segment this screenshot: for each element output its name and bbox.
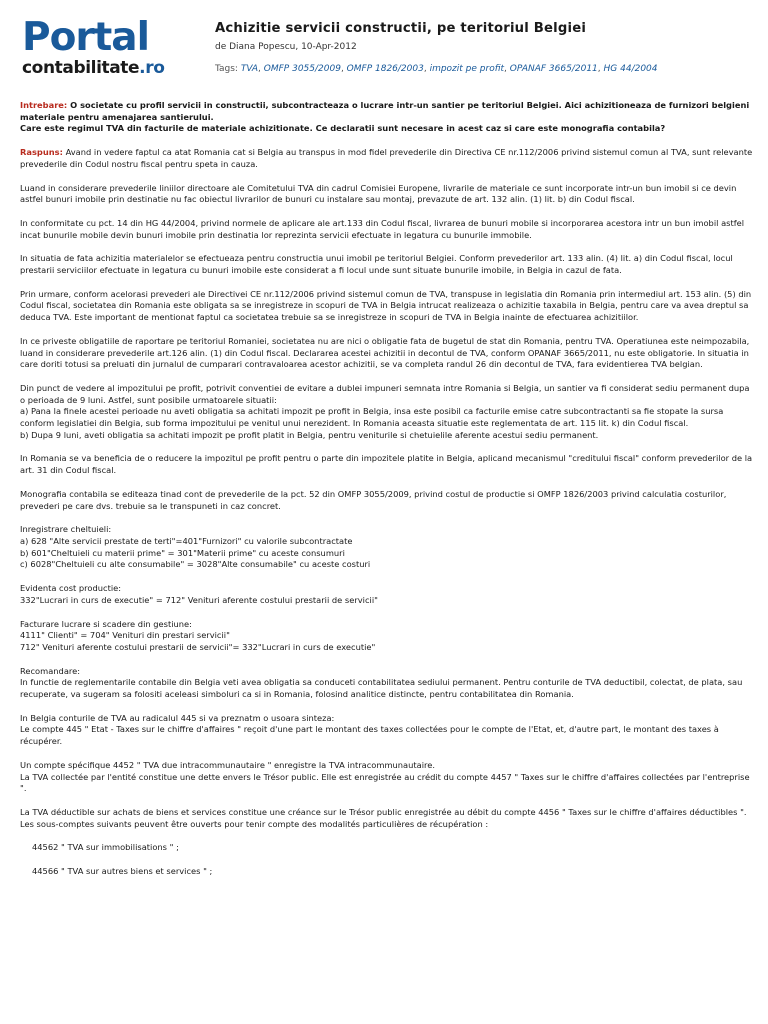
body-paragraph	[20, 760, 753, 795]
body-paragraph: In ce priveste obligatiile de raportare pe teritoriul Romaniei, societatea nu are nici o obligatie fata de bugetul de stat din Romania, pentru TVA. Operatiunea este neimpozabila, luand in considerare prevederile art.126 alin. (1) din Codul fiscal. Declararea acestei achizitii in decontul de TVA, conform OPANAF 3665/2011, nu este obligatorie. In situatia in care doriti totusi sa preluati din jurnalul de cumparari contravaloarea acestor achizitii, se va completa randul 26 din decontul de TVA, fara evidentierea TVA belgian.	[20, 335, 750, 370]
list-item: a) Pana la finele acestei perioade nu aveti obligatia sa achitati impozit pe profit in Belgia, insa este posibil ca facturile emise catre subcontractanti sa fie stopate la sursa conform legislatiei din Belgia, sub forma impozitului pe venitul unui nerezident. In Romania aceasta situatie este reglementata de art. 115 lit. k) din Codul fiscal.	[20, 406, 724, 429]
belgium-section	[20, 713, 753, 748]
answer-text: Avand in vedere faptul ca atat Romania cat si Belgia au transpus in mod fidel prevederile din Directiva CE nr.112/2006 privind sistemul comun al TVA, sunt relevante prevederile din Codul nostru fiscal pentru speta in cauza.	[20, 147, 753, 169]
body-text: Din punct de vedere al impozitului pe profit, potrivit conventiei de evitare a dublei impuneri semnata intre Romania si Belgia, un santier va fi considerat sediu permanent dupa o perioada de 9 luni. Astfel, sunt posibile urmatoarele situatii:	[20, 382, 750, 405]
question-text: O societate cu profil servicii in constructii, subcontracteaza o lucrare intr-un santier pe teritoriul Belgiei. Aici achizitioneaza de furnizori belgieni materiale pentru amenajarea santierului.	[20, 100, 750, 122]
body-text: Un compte spécifique 4452 " TVA due intracommunautaire " enregistre la TVA intracommunautaire.	[20, 759, 435, 770]
body-paragraph: Luand in considerare prevederile liniilor directoare ale Comitetului TVA din cadrul Comisiei Europene, livrarile de materiale ce sunt incorporate intr-un bun imobil si ce devin astfel bunuri imobile prin destinatie nu fac obiectul livrarilor de bunuri cu instalare sau montaj, prevazute de art. 132 alin. (1) lit. b) din Codul fiscal.	[20, 182, 737, 205]
recommendation-section	[20, 666, 753, 701]
list-item: a) 628 "Alte servicii prestate de terti"=401"Furnizori" cu valorile subcontractate	[20, 535, 353, 546]
tag-link[interactable]: TVA	[240, 64, 259, 74]
site-header	[0, 0, 768, 92]
tag-link[interactable]: impozit pe profit	[429, 64, 505, 74]
body-paragraph: In conformitate cu pct. 14 din HG 44/2004, privind normele de aplicare ale art.133 din Codul fiscal, livrarea de bunuri mobile si incorporarea acestora intr un bun imobil astfel incat bunurile mobile devin bunuri imobile prin destinatia lor reprezinta servicii efectuate in legatura cu bunurile immobile.	[20, 217, 745, 240]
cost-section	[20, 583, 753, 606]
body-paragraph	[20, 383, 753, 442]
section-title: Evidenta cost productie:	[20, 583, 122, 594]
list-item: c) 6028"Cheltuieli cu alte consumabile" = 3028"Alte consumabile" cu aceste costuri	[20, 559, 371, 570]
body-paragraph: La TVA déductible sur achats de biens et services constitue une créance sur le Trésor public enregistrée au débit du compte 4456 " Taxes sur le chiffre d'affaires déductibles ". Les sous-comptes suivants peuvent être ouverts pour tenir compte des modalités particulières de récupération :	[20, 806, 747, 829]
tag-link[interactable]: HG 44/2004	[603, 64, 658, 74]
tag-link[interactable]: OPANAF 3665/2011	[509, 64, 598, 74]
body-paragraph: In situatia de fata achizitia materialelor se efectueaza pentru constructia unui imobil pe teritoriul Belgiei. Conform prevederilor art. 133 alin. (4) lit. a) din Codul fiscal, locul prestarii serviciilor efectuate in legatura cu bunuri imobile este considerat a fi locul unde sunt situate bunurile imobile, in Belgia in cazul de fata.	[20, 253, 733, 276]
logo-text-domain	[22, 58, 182, 78]
article-body	[20, 100, 753, 890]
invoice-section	[20, 619, 753, 654]
entry-line: 712" Venituri aferente costului prestarii de servicii"= 332"Lucrari in curs de executie"	[20, 641, 376, 652]
expenses-section	[20, 524, 753, 571]
body-paragraph: In Romania se va beneficia de o reducere la impozitul pe profit pentru o parte din impozitele platite in Belgia, aplicand mecanismul "creditului fiscal" conform prevederilor de la art. 31 din Codul fiscal.	[20, 453, 753, 476]
portal-contabilitate-logo[interactable]	[22, 15, 182, 78]
tags-label: Tags:	[215, 64, 238, 74]
logo-text-ext: .ro	[139, 58, 165, 78]
section-title: In Belgia conturile de TVA au radicalul 445 si va preznatm o usoara sinteza:	[20, 712, 335, 723]
body-text: La TVA collectée par l'entité constitue une dette envers le Trésor public. Elle est enregistrée au crédit du compte 4457 " Taxes sur le chiffre d'affaires collectées par l'entreprise ".	[20, 771, 750, 794]
answer-paragraph	[20, 147, 753, 170]
question-paragraph	[20, 100, 753, 135]
body-paragraph: Monografia contabila se editeaza tinad cont de prevederile de la pct. 52 din OMFP 3055/2009, privind costul de productie si OMFP 1826/2003 privind calculatia costurilor, prevederi pe care dvs. trebuie sa le transpuneti in caz concret.	[20, 488, 727, 511]
body-text: In functie de reglementarile contabile din Belgia veti avea obligatia sa conduceti contabilitatea sediului permanent. Pentru conturile de TVA deductibil, colectat, de plata, sau recuperate, va sugeram sa folositi aceleasi simboluri ca si in Romania, folosind analitice distincte, pentru contabilitatea din Romania.	[20, 677, 743, 700]
question-label: Intrebare:	[20, 100, 68, 110]
section-title: Recomandare:	[20, 665, 81, 676]
article-title: Achizitie servicii constructii, pe teritoriul Belgiei	[215, 21, 587, 36]
article-byline: de Diana Popescu, 10-Apr-2012	[215, 42, 357, 52]
list-item: b) 601"Cheltuieli cu materii prime" = 301"Materii prime" cu aceste consumuri	[20, 547, 345, 558]
logo-text-portal: Portal	[22, 15, 149, 60]
section-title: Facturare lucrare si scadere din gestiune:	[20, 618, 192, 629]
section-title: Inregistrare cheltuieli:	[20, 524, 112, 535]
list-item: b) Dupa 9 luni, aveti obligatia sa achitati impozit pe profit platit in Belgia, pentru veniturile si chetuielile aferente acestui sediu permanent.	[20, 429, 599, 440]
tag-link[interactable]: OMFP 3055/2009	[263, 64, 341, 74]
article-header	[215, 20, 755, 75]
logo-text-main: contabilitate	[22, 58, 140, 78]
question-text-2: Care este regimul TVA din facturile de materiale achizitionate. Ce declaratii sunt necesare in acest caz si care este monografia contabila?	[20, 123, 666, 134]
body-paragraph: Prin urmare, conform acelorasi prevederi ale Directivei CE nr.112/2006 privind sistemul comun de TVA, transpuse in legislatia din Romania prin intermediul art. 153 alin. (5) din Codul fiscal, societatea din Romania este obligata sa se inregistreze in scopuri de TVA in Belgia intrucat realizeaza o achizitie taxabila in Belgia, pentru care va avea dreptul sa deduca TVA. Este important de mentionat faptul ca societatea trebuie sa se inregistreze in scopuri de TVA in Belgia inainte de efectuarea achizitiilor.	[20, 288, 752, 323]
answer-label: Raspuns:	[20, 147, 63, 158]
entry-line: 332"Lucrari in curs de executie" = 712" Venituri aferente costului prestarii de servicii"	[20, 594, 378, 605]
account-line: 44562 " TVA sur immobilisations " ;	[32, 842, 179, 853]
entry-line: 4111" Clienti" = 704" Venituri din prestari servicii"	[20, 630, 230, 641]
account-line: 44566 " TVA sur autres biens et services " ;	[32, 866, 213, 877]
article-tags: Tags: TVA, OMFP 3055/2009, OMFP 1826/2003, impozit pe profit, OPANAF 3665/2011, HG 44/2004	[215, 64, 658, 74]
body-text: Le compte 445 " Etat - Taxes sur le chiffre d'affaires " reçoit d'une part le montant des taxes collectées pour le compte de l'Etat, et, d'autre part, le montant des taxes à récupérer.	[20, 724, 719, 747]
tag-link[interactable]: OMFP 1826/2003	[346, 64, 424, 74]
